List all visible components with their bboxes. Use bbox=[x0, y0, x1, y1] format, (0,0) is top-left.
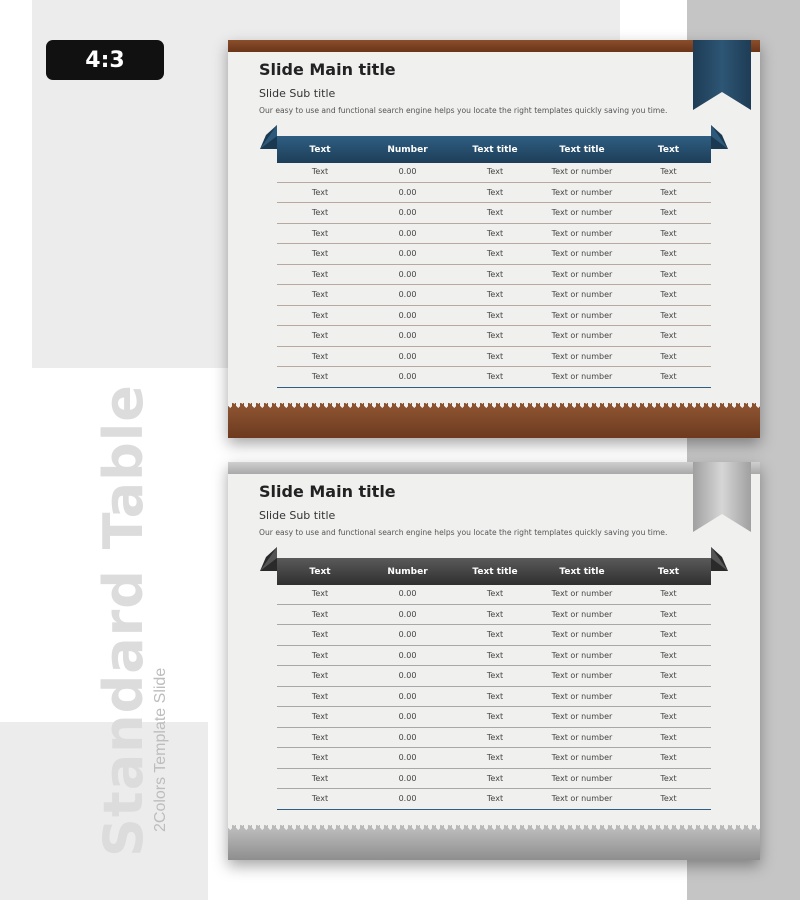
table-row bbox=[277, 748, 711, 769]
table-cell: 0.00 bbox=[398, 650, 417, 660]
slide-main-title: Slide Main title bbox=[259, 60, 396, 79]
table-cell: Text or number bbox=[551, 351, 613, 361]
table-cell: Text or number bbox=[551, 310, 613, 320]
slide-sub-title: Slide Sub title bbox=[259, 87, 336, 100]
table-cell: Text bbox=[660, 650, 677, 660]
table-cell: Text bbox=[486, 650, 504, 660]
table-row bbox=[277, 707, 711, 728]
table-cell: Text bbox=[311, 732, 329, 742]
table-cell: Text bbox=[486, 228, 504, 238]
table-cell: Text bbox=[660, 249, 677, 259]
table-cell: Text or number bbox=[551, 208, 613, 218]
table-cell: Text or number bbox=[551, 290, 613, 300]
table-cell: 0.00 bbox=[398, 187, 417, 197]
aspect-ratio-badge: 4:3 bbox=[46, 40, 164, 80]
table-cell: Text bbox=[660, 671, 677, 681]
sidebar-title: Standard Table bbox=[92, 384, 155, 857]
table-cell: 0.00 bbox=[398, 331, 417, 341]
table-row bbox=[277, 244, 711, 265]
table-cell: Text bbox=[660, 773, 677, 783]
table-cell: Text bbox=[311, 187, 329, 197]
table-cell: Text bbox=[486, 208, 504, 218]
table-cell: Text or number bbox=[551, 671, 613, 681]
table-row bbox=[277, 666, 711, 687]
column-header: Number bbox=[387, 566, 428, 577]
table-header-ribbon bbox=[260, 547, 728, 585]
table-cell: Text bbox=[486, 310, 504, 320]
table-row bbox=[277, 183, 711, 204]
column-header: Text bbox=[309, 144, 331, 155]
table-row bbox=[277, 625, 711, 646]
table-cell: Text bbox=[311, 671, 329, 681]
table-cell: 0.00 bbox=[398, 691, 417, 701]
table-cell: Text bbox=[311, 167, 329, 177]
column-header: Number bbox=[387, 144, 428, 155]
bookmark-ribbon-icon bbox=[693, 40, 751, 110]
slide-bottom-band bbox=[228, 408, 760, 438]
zigzag-edge bbox=[228, 403, 760, 409]
table-cell: 0.00 bbox=[398, 630, 417, 640]
table-cell: Text bbox=[486, 167, 504, 177]
table-cell: Text bbox=[486, 630, 504, 640]
table-cell: Text bbox=[486, 249, 504, 259]
table-cell: Text bbox=[311, 208, 329, 218]
table-cell: Text or number bbox=[551, 589, 613, 599]
table-cell: Text bbox=[486, 794, 504, 804]
table-cell: Text or number bbox=[551, 732, 613, 742]
table-row bbox=[277, 162, 711, 183]
table-row bbox=[277, 326, 711, 347]
table-cell: Text or number bbox=[551, 167, 613, 177]
column-header: Text title bbox=[559, 566, 605, 577]
table-cell: Text bbox=[311, 228, 329, 238]
table-row bbox=[277, 584, 711, 605]
table-cell: Text bbox=[311, 773, 329, 783]
table-cell: Text bbox=[311, 712, 329, 722]
slide-top-band bbox=[228, 40, 760, 52]
table-cell: Text or number bbox=[551, 187, 613, 197]
table-cell: Text or number bbox=[551, 630, 613, 640]
table-cell: Text bbox=[660, 753, 677, 763]
table-cell: Text bbox=[660, 589, 677, 599]
table-cell: 0.00 bbox=[398, 372, 417, 382]
table-row bbox=[277, 769, 711, 790]
table-cell: 0.00 bbox=[398, 167, 417, 177]
table-cell: Text bbox=[311, 691, 329, 701]
table-cell: Text bbox=[486, 269, 504, 279]
table-cell: 0.00 bbox=[398, 589, 417, 599]
table-cell: 0.00 bbox=[398, 249, 417, 259]
table-cell: Text bbox=[311, 290, 329, 300]
table-row bbox=[277, 265, 711, 286]
table-cell: Text or number bbox=[551, 269, 613, 279]
table-cell: Text bbox=[486, 753, 504, 763]
table-cell: Text bbox=[486, 609, 504, 619]
bookmark-ribbon-icon bbox=[693, 462, 751, 532]
table-cell: Text bbox=[311, 310, 329, 320]
table-cell: Text bbox=[660, 187, 677, 197]
table-cell: Text bbox=[311, 630, 329, 640]
table-cell: 0.00 bbox=[398, 712, 417, 722]
table-cell: 0.00 bbox=[398, 290, 417, 300]
table-cell: Text bbox=[486, 671, 504, 681]
table-cell: Text bbox=[486, 589, 504, 599]
table-cell: Text or number bbox=[551, 773, 613, 783]
slide-main-title: Slide Main title bbox=[259, 482, 396, 501]
table-row bbox=[277, 605, 711, 626]
column-header: Text title bbox=[472, 566, 518, 577]
table-cell: 0.00 bbox=[398, 732, 417, 742]
table-cell: Text bbox=[660, 208, 677, 218]
table-cell: 0.00 bbox=[398, 351, 417, 361]
table-cell: Text bbox=[486, 331, 504, 341]
table-cell: Text bbox=[311, 753, 329, 763]
table-cell: 0.00 bbox=[398, 609, 417, 619]
table-cell: Text bbox=[486, 372, 504, 382]
table-cell: Text or number bbox=[551, 712, 613, 722]
zigzag-edge bbox=[228, 825, 760, 831]
table-row bbox=[277, 347, 711, 368]
table-cell: Text bbox=[660, 372, 677, 382]
slide-preview-brown[interactable] bbox=[228, 40, 760, 438]
table-cell: Text or number bbox=[551, 331, 613, 341]
column-header: Text bbox=[657, 566, 680, 577]
table-cell: Text or number bbox=[551, 609, 613, 619]
table-header-row bbox=[277, 558, 711, 585]
slide-top-band bbox=[228, 462, 760, 474]
table-cell: Text or number bbox=[551, 372, 613, 382]
table-cell: Text bbox=[311, 372, 329, 382]
table-cell: Text bbox=[660, 290, 677, 300]
slide-description: Our easy to use and functional search engine helps you locate the right templates quickly saving you time. bbox=[259, 528, 668, 537]
table-row bbox=[277, 306, 711, 327]
table-cell: Text bbox=[486, 732, 504, 742]
table-cell: Text bbox=[486, 691, 504, 701]
table-cell: 0.00 bbox=[398, 269, 417, 279]
table-cell: Text bbox=[660, 331, 677, 341]
table-cell: Text bbox=[486, 290, 504, 300]
table-cell: Text or number bbox=[551, 228, 613, 238]
table-cell: Text bbox=[660, 310, 677, 320]
table-header-row bbox=[277, 136, 711, 163]
slide-sub-title: Slide Sub title bbox=[259, 509, 336, 522]
table-cell: Text bbox=[486, 351, 504, 361]
table-cell: Text bbox=[660, 630, 677, 640]
table-cell: Text or number bbox=[551, 794, 613, 804]
table-header-ribbon bbox=[260, 125, 728, 163]
table-cell: Text bbox=[486, 187, 504, 197]
table-cell: Text bbox=[660, 228, 677, 238]
table-cell: Text or number bbox=[551, 650, 613, 660]
data-table bbox=[277, 162, 711, 388]
table-cell: Text bbox=[311, 794, 329, 804]
column-header: Text bbox=[309, 566, 331, 577]
table-cell: 0.00 bbox=[398, 671, 417, 681]
column-header: Text bbox=[657, 144, 680, 155]
table-cell: 0.00 bbox=[398, 310, 417, 320]
table-row bbox=[277, 203, 711, 224]
table-cell: Text bbox=[660, 167, 677, 177]
table-cell: Text bbox=[311, 589, 329, 599]
table-cell: Text bbox=[660, 732, 677, 742]
table-cell: Text bbox=[486, 712, 504, 722]
slide-preview-gray[interactable] bbox=[228, 462, 760, 860]
table-row bbox=[277, 728, 711, 749]
table-cell: Text bbox=[311, 249, 329, 259]
column-header: Text title bbox=[559, 144, 605, 155]
slide-bottom-band bbox=[228, 830, 760, 860]
table-cell: Text bbox=[660, 609, 677, 619]
table-cell: Text bbox=[311, 609, 329, 619]
table-cell: Text bbox=[311, 650, 329, 660]
slide-description: Our easy to use and functional search engine helps you locate the right templates quickly saving you time. bbox=[259, 106, 668, 115]
column-header: Text title bbox=[472, 144, 518, 155]
table-cell: 0.00 bbox=[398, 773, 417, 783]
table-row bbox=[277, 687, 711, 708]
table-cell: 0.00 bbox=[398, 753, 417, 763]
table-row bbox=[277, 646, 711, 667]
table-cell: Text bbox=[660, 794, 677, 804]
table-cell: 0.00 bbox=[398, 208, 417, 218]
table-cell: Text bbox=[660, 269, 677, 279]
table-cell: Text bbox=[660, 691, 677, 701]
table-row bbox=[277, 789, 711, 810]
table-cell: Text or number bbox=[551, 249, 613, 259]
table-cell: Text bbox=[311, 351, 329, 361]
table-cell: 0.00 bbox=[398, 794, 417, 804]
table-cell: Text bbox=[311, 331, 329, 341]
data-table bbox=[277, 584, 711, 810]
table-cell: Text bbox=[311, 269, 329, 279]
table-row bbox=[277, 224, 711, 245]
table-cell: Text or number bbox=[551, 753, 613, 763]
table-row bbox=[277, 285, 711, 306]
table-cell: Text or number bbox=[551, 691, 613, 701]
table-cell: Text bbox=[660, 712, 677, 722]
table-cell: Text bbox=[486, 773, 504, 783]
sidebar-subtitle: 2Colors Template Slide bbox=[152, 667, 169, 832]
table-cell: Text bbox=[660, 351, 677, 361]
table-cell: 0.00 bbox=[398, 228, 417, 238]
table-row bbox=[277, 367, 711, 388]
